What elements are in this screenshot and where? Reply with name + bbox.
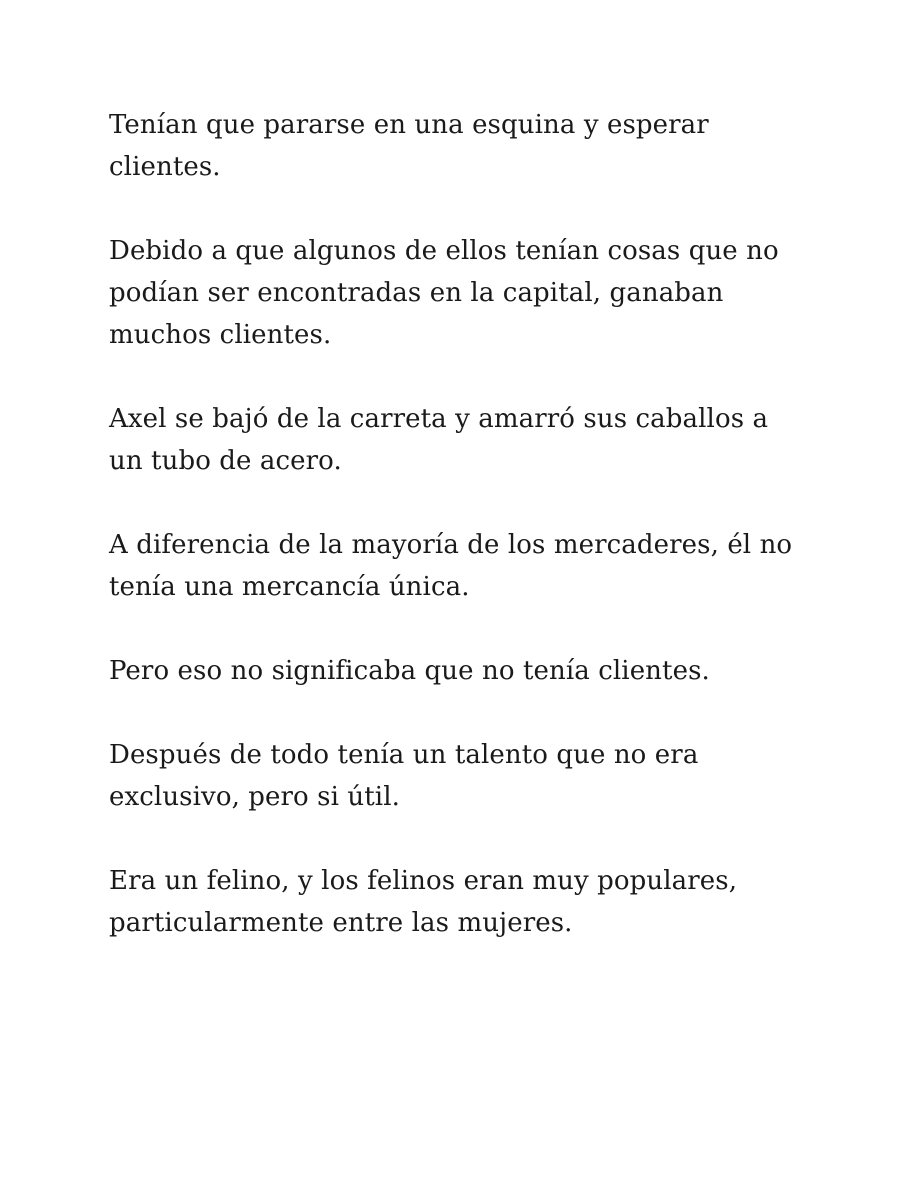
story-text <box>109 104 809 944</box>
paragraph-2: Debido a que algunos de ellos tenían cosas que no podían ser encontradas en la capital, ganaban muchos clientes. <box>109 236 779 350</box>
paragraph-3: Axel se bajó de la carreta y amarró sus caballos a un tubo de acero. <box>109 404 769 476</box>
paragraph-1: Tenían que pararse en una esquina y esperar clientes. <box>109 110 709 182</box>
paragraph-4: A diferencia de la mayoría de los mercaderes, él no tenía una mercancía única. <box>109 530 793 602</box>
paragraph-7: Era un felino, y los felinos eran muy populares, particularmente entre las mujeres. <box>109 866 738 938</box>
paragraph-5: Pero eso no significaba que no tenía clientes. <box>109 656 710 686</box>
paragraph-6: Después de todo tenía un talento que no era exclusivo, pero si útil. <box>109 740 699 812</box>
